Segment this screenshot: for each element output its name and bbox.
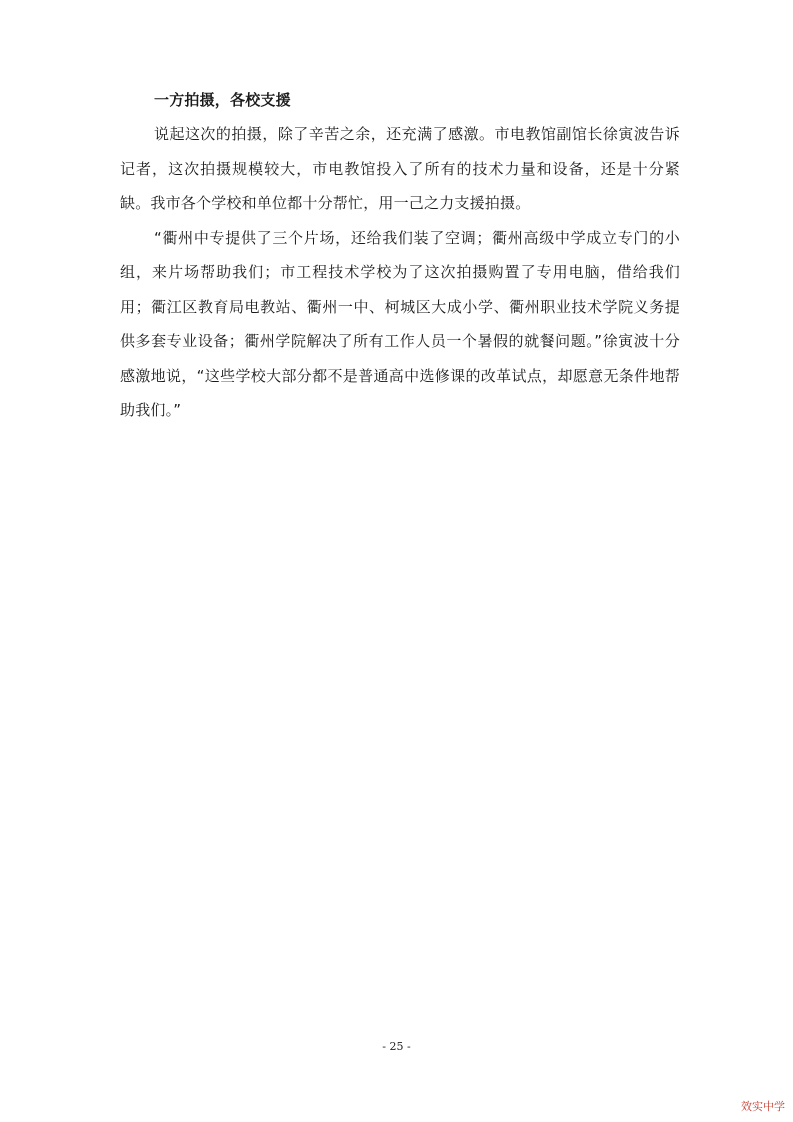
section-heading: 一方拍摄，各校支援 bbox=[154, 91, 291, 109]
document-body bbox=[120, 84, 680, 428]
paragraph-1: 说起这次的拍摄，除了辛苦之余，还充满了感激。市电教馆副馆长徐寅波告诉记者，这次拍摄规模较大，市电教馆投入了所有的技术力量和设备，还是十分紧缺。我市各个学校和单位都十分帮忙，用一己之力支援拍摄。 bbox=[120, 125, 680, 212]
watermark-text: 效实中学 bbox=[741, 1100, 785, 1113]
page-number: - 25 - bbox=[382, 1040, 411, 1053]
paragraph-2: “衢州中专提供了三个片场，还给我们装了空调；衢州高级中学成立专门的小组，来片场帮助我们；市工程技术学校为了这次拍摄购置了专用电脑，借给我们用；衢江区教育局电教站、衢州一中、柯城区大成小学、衢州职业技术学院义务提供多套专业设备；衢州学院解决了所有工作人员一个暑假的就餐问题。”徐寅波十分感激地说，“这些学校大部分都不是普通高中选修课的改革试点，却愿意无条件地帮助我们。” bbox=[120, 228, 680, 419]
